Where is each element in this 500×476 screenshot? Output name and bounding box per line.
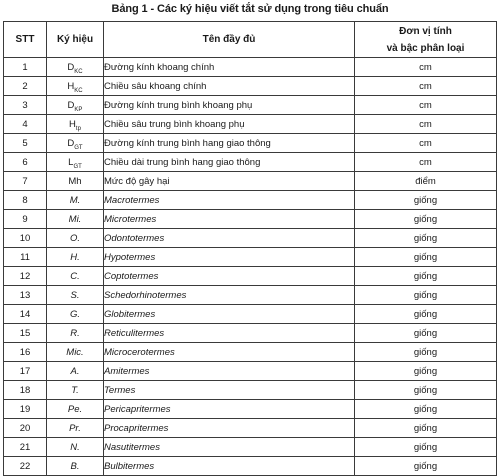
cell-symbol (47, 172, 104, 191)
cell-symbol (47, 134, 104, 153)
cell-unit: cm (355, 134, 497, 153)
header-stt: STT (4, 22, 47, 58)
table-row (4, 134, 497, 153)
cell-stt: 3 (4, 96, 47, 115)
cell-symbol (47, 419, 104, 438)
table-row (4, 58, 497, 77)
cell-unit: cm (355, 153, 497, 172)
cell-stt: 15 (4, 324, 47, 343)
cell-fullname: Odontotermes (104, 229, 355, 248)
cell-stt: 5 (4, 134, 47, 153)
cell-stt: 12 (4, 267, 47, 286)
cell-fullname: Nasutitermes (104, 438, 355, 457)
cell-fullname: Termes (104, 381, 355, 400)
symbol-subscript: GT (74, 144, 83, 151)
cell-fullname: Mức độ gây hại (104, 172, 355, 191)
table-row (4, 172, 497, 191)
cell-unit: giống (355, 419, 497, 438)
cell-symbol (47, 267, 104, 286)
table-row (4, 115, 497, 134)
cell-stt: 6 (4, 153, 47, 172)
cell-unit: giống (355, 343, 497, 362)
table-row (4, 153, 497, 172)
cell-stt: 22 (4, 457, 47, 476)
cell-fullname: Coptotermes (104, 267, 355, 286)
symbol-text: M. (69, 194, 81, 206)
cell-stt: 18 (4, 381, 47, 400)
symbol-subscript: KP (74, 106, 83, 113)
cell-unit: giống (355, 210, 497, 229)
table-row (4, 267, 497, 286)
table-row (4, 400, 497, 419)
cell-fullname: Reticulitermes (104, 324, 355, 343)
table-row (4, 305, 497, 324)
symbol-text: A. (70, 365, 80, 377)
cell-symbol (47, 115, 104, 134)
header-fullname: Tên đầy đủ (104, 22, 355, 58)
cell-stt: 2 (4, 77, 47, 96)
table-body (4, 58, 497, 476)
table-title: Bảng 1 - Các ký hiệu viết tắt sử dụng trong tiêu chuẩn (111, 3, 389, 15)
symbol-text: R. (70, 327, 80, 339)
cell-symbol (47, 305, 104, 324)
cell-unit: cm (355, 96, 497, 115)
symbol-text: N. (70, 441, 80, 453)
cell-fullname: Globitermes (104, 305, 355, 324)
table-row (4, 96, 497, 115)
cell-unit: giống (355, 400, 497, 419)
cell-unit: giống (355, 286, 497, 305)
cell-stt: 17 (4, 362, 47, 381)
symbol-text: Mic. (66, 346, 84, 358)
cell-symbol (47, 58, 104, 77)
table-row (4, 77, 497, 96)
cell-stt: 16 (4, 343, 47, 362)
cell-stt: 11 (4, 248, 47, 267)
cell-stt: 4 (4, 115, 47, 134)
cell-symbol (47, 286, 104, 305)
symbol-text: D (67, 137, 75, 149)
symbol-text: D (67, 99, 75, 111)
cell-fullname: Amitermes (104, 362, 355, 381)
cell-symbol (47, 191, 104, 210)
cell-symbol (47, 381, 104, 400)
symbol-text: C. (70, 270, 80, 282)
cell-symbol (47, 457, 104, 476)
symbol-text: L (68, 156, 74, 168)
cell-fullname: Schedorhinotermes (104, 286, 355, 305)
table-row (4, 324, 497, 343)
symbol-text: G. (69, 308, 81, 320)
cell-symbol (47, 77, 104, 96)
symbol-text: B. (70, 460, 80, 472)
table-row (4, 229, 497, 248)
cell-stt: 1 (4, 58, 47, 77)
cell-unit: giống (355, 229, 497, 248)
symbol-text: Mi. (68, 213, 82, 225)
cell-fullname: Procapritermes (104, 419, 355, 438)
symbol-subscript: tp (75, 125, 81, 132)
cell-stt: 10 (4, 229, 47, 248)
cell-symbol (47, 229, 104, 248)
table-row (4, 438, 497, 457)
cell-unit: cm (355, 115, 497, 134)
cell-symbol (47, 248, 104, 267)
cell-unit: cm (355, 58, 497, 77)
cell-symbol (47, 96, 104, 115)
cell-symbol (47, 153, 104, 172)
cell-fullname: Microcerotermes (104, 343, 355, 362)
symbol-text: H. (70, 251, 80, 263)
cell-unit: giống (355, 191, 497, 210)
symbol-text: Pe. (67, 403, 83, 415)
header-unit-line2: và bậc phân loại (386, 42, 465, 54)
cell-symbol (47, 343, 104, 362)
cell-unit: giống (355, 305, 497, 324)
symbol-text: Mh (68, 175, 82, 187)
cell-symbol (47, 400, 104, 419)
cell-unit: giống (355, 438, 497, 457)
cell-stt: 13 (4, 286, 47, 305)
cell-unit: giống (355, 457, 497, 476)
symbol-text: H (67, 80, 75, 92)
cell-unit: cm (355, 77, 497, 96)
cell-fullname: Đường kính trung bình khoang phụ (104, 96, 355, 115)
header-unit-line1: Đơn vị tính (399, 25, 452, 37)
cell-unit: giống (355, 381, 497, 400)
cell-symbol (47, 438, 104, 457)
symbol-text: H (69, 118, 76, 130)
symbol-text: S. (70, 289, 80, 301)
cell-unit: giống (355, 248, 497, 267)
table-row (4, 419, 497, 438)
cell-stt: 21 (4, 438, 47, 457)
cell-fullname: Microtermes (104, 210, 355, 229)
cell-stt: 19 (4, 400, 47, 419)
table-row (4, 210, 497, 229)
cell-fullname: Đường kính trung bình hang giao thông (104, 134, 355, 153)
cell-fullname: Hypotermes (104, 248, 355, 267)
header-unit (355, 22, 497, 58)
table-row (4, 362, 497, 381)
table-header-row (4, 22, 497, 58)
cell-fullname: Đường kính khoang chính (104, 58, 355, 77)
symbol-subscript: KC (74, 87, 83, 94)
cell-fullname: Bulbitermes (104, 457, 355, 476)
cell-stt: 20 (4, 419, 47, 438)
cell-unit: giống (355, 324, 497, 343)
symbol-text: T. (71, 384, 79, 396)
cell-fullname: Pericapritermes (104, 400, 355, 419)
symbol-subscript: KC (74, 68, 83, 75)
cell-unit: giống (355, 362, 497, 381)
cell-stt: 7 (4, 172, 47, 191)
cell-fullname: Chiều sâu khoang chính (104, 77, 355, 96)
cell-fullname: Macrotermes (104, 191, 355, 210)
cell-fullname: Chiều sâu trung bình khoang phụ (104, 115, 355, 134)
cell-symbol (47, 324, 104, 343)
symbol-text: D (67, 61, 75, 73)
symbols-table (3, 21, 497, 476)
cell-unit: giống (355, 267, 497, 286)
table-row (4, 248, 497, 267)
cell-symbol (47, 210, 104, 229)
cell-stt: 9 (4, 210, 47, 229)
cell-fullname: Chiều dài trung bình hang giao thông (104, 153, 355, 172)
table-row (4, 286, 497, 305)
symbol-subscript: GT (73, 163, 82, 170)
cell-stt: 8 (4, 191, 47, 210)
table-row (4, 343, 497, 362)
symbol-text: Pr. (69, 422, 81, 434)
table-row (4, 457, 497, 476)
cell-unit: điểm (355, 172, 497, 191)
symbol-text: O. (69, 232, 81, 244)
table-row (4, 191, 497, 210)
cell-symbol (47, 362, 104, 381)
cell-stt: 14 (4, 305, 47, 324)
header-symbol: Ký hiệu (47, 22, 104, 58)
table-row (4, 381, 497, 400)
